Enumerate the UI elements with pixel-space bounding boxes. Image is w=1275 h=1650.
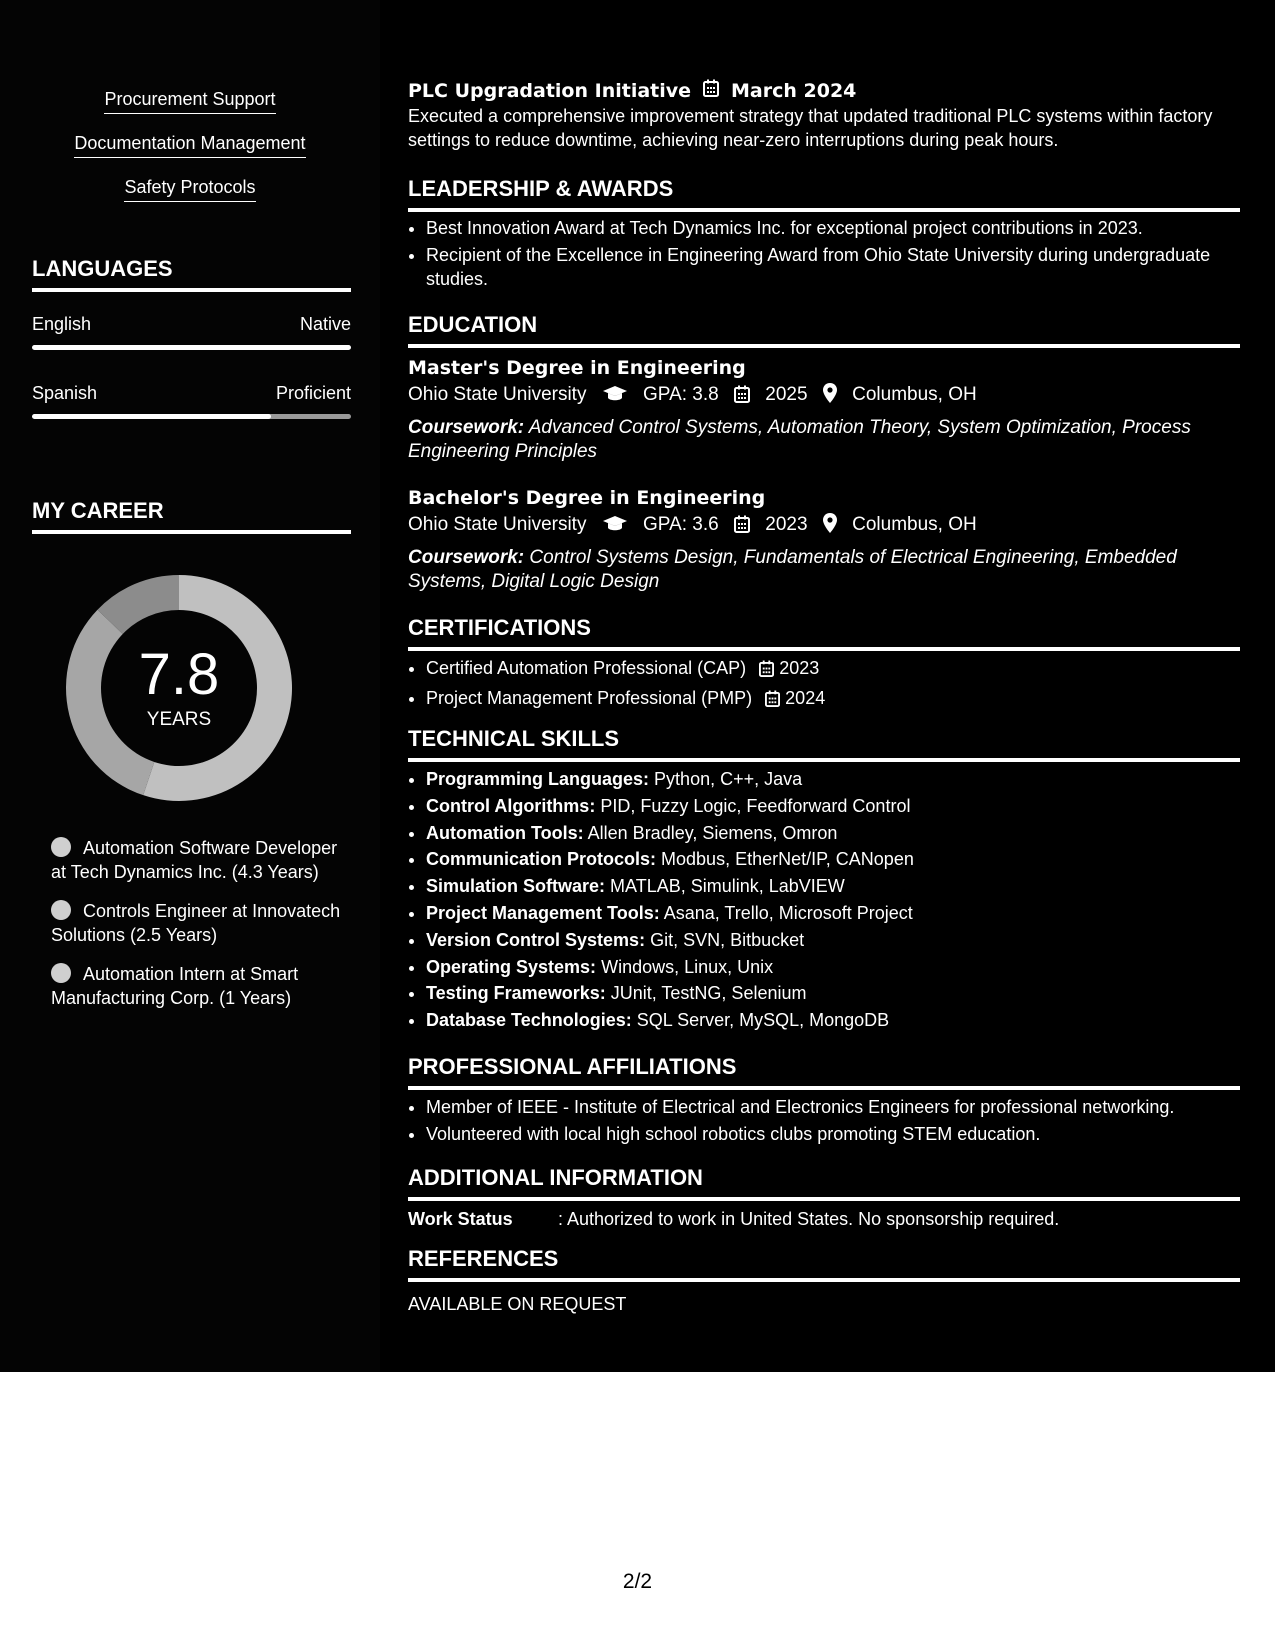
section-heading: CERTIFICATIONS [408,615,1240,651]
career-item-text: Automation Intern at Smart Manufacturing Corp. (1 Years) [51,964,299,1008]
education-entry [408,354,1240,464]
skill-item [426,846,1240,873]
school-name: Ohio State University [408,514,587,535]
skill-label: Simulation Software: [426,876,606,897]
skill-item [426,927,1240,954]
bullet-dot-icon [51,900,71,920]
certification-item [426,685,1240,715]
language-bar-fill [32,414,271,419]
location: Columbus, OH [852,514,977,535]
skill-links [0,88,380,220]
skill-label: Control Algorithms: [426,795,596,816]
skills-section [408,726,1240,1034]
calendar-icon [734,515,750,541]
calendar-icon [734,385,750,411]
skill-label: Database Technologies: [426,1010,632,1031]
career-item-text: Automation Software Developer at Tech Dynamics Inc. (4.3 Years) [51,838,338,882]
skill-value: Git, SVN, Bitbucket [650,929,805,950]
language-level: Native [299,314,351,334]
skill-link[interactable]: Documentation Management [74,132,305,158]
language-row [32,314,351,350]
skill-label: Version Control Systems: [426,929,646,950]
location-pin-icon [823,513,837,541]
skill-value: MATLAB, Simulink, LabVIEW [610,876,845,897]
language-bar-fill [32,345,351,350]
bullet-dot-icon [51,963,71,983]
location-pin-icon [823,383,837,411]
certification-name: Project Management Professional (PMP) [426,688,753,708]
graduation-year: 2025 [765,384,808,405]
coursework-text: Advanced Control Systems, Automation Theory, System Optimization, Process Engineering Principles [408,417,1191,462]
coursework-text: Control Systems Design, Fundamentals of Electrical Engineering, Embedded Systems, Digital Logic Design [408,547,1177,592]
additional-section [408,1165,1240,1230]
skill-value: PID, Fuzzy Logic, Feedforward Control [600,795,911,816]
gpa: GPA: 3.6 [643,514,719,535]
skill-item [426,900,1240,927]
career-donut [66,575,292,801]
calendar-icon [703,79,719,102]
languages-heading: LANGUAGES [32,256,351,292]
career-item [51,899,341,947]
project-title: PLC Upgradation Initiative [408,79,692,102]
skill-value: Modbus, EtherNet/IP, CANopen [661,849,914,870]
career-total-unit: YEARS [146,709,212,730]
section-heading: PROFESSIONAL AFFILIATIONS [408,1054,1240,1090]
certification-year: 2024 [785,688,826,708]
skills-list [408,766,1240,1034]
list-item: • Member of IEEE - Institute of Electrical and Electronics Engineers for professional networking. [426,1094,1240,1121]
list-item: • Recipient of the Excellence in Engineering Award from Ohio State University during undergraduate studies. [426,243,1240,291]
coursework [408,416,1240,464]
leadership-section [408,176,1240,291]
skill-item [426,980,1240,1007]
skill-item [426,766,1240,793]
work-status-label: Work Status [408,1209,513,1229]
work-status-value: : Authorized to work in United States. No sponsorship required. [558,1209,1060,1229]
education-meta [408,382,1240,411]
calendar-icon [765,688,780,715]
project-description: Executed a comprehensive improvement strategy that updated traditional PLC systems within factory settings to reduce downtime, achieving near-zero interruptions during peak hours. [408,106,1213,150]
list-item: • Volunteered with local high school robotics clubs promoting STEM education. [426,1121,1240,1148]
location: Columbus, OH [852,384,977,405]
skill-value: Windows, Linux, Unix [601,956,774,977]
certifications-section [408,615,1240,715]
skill-link[interactable]: Safety Protocols [124,176,255,202]
coursework-label: Coursework: [408,417,525,438]
work-status-row [408,1209,1240,1230]
language-name: English [32,314,92,334]
career-item [51,836,341,884]
bullet-dot-icon [51,837,71,857]
graduation-cap-icon [602,385,628,411]
coursework-label: Coursework: [408,547,525,568]
education-entry [408,484,1240,594]
skill-label: Testing Frameworks: [426,983,606,1004]
career-item-text: Controls Engineer at Innovatech Solutions (2.5 Years) [51,901,341,945]
skill-value: JUnit, TestNG, Selenium [610,983,807,1004]
list-item: • Best Innovation Award at Tech Dynamics Inc. for exceptional project contributions in 2023. [426,216,1240,240]
skill-item [426,1007,1240,1034]
skill-item [426,873,1240,900]
skill-value: Python, C++, Java [654,769,803,789]
skill-item [426,820,1240,847]
skill-label: Project Management Tools: [426,902,660,923]
project-entry [408,79,1240,152]
language-level: Proficient [275,383,351,403]
skill-label: Automation Tools: [426,822,584,843]
degree-title: Master's Degree in Engineering [408,357,746,379]
references-section [408,1246,1240,1316]
section-heading: REFERENCES [408,1246,1240,1282]
sidebar [0,0,380,1372]
coursework [408,546,1240,594]
language-row [32,383,351,419]
gpa: GPA: 3.8 [643,384,719,405]
skill-value: Allen Bradley, Siemens, Omron [587,822,838,843]
certification-name: Certified Automation Professional (CAP) [426,658,747,678]
language-name: Spanish [32,383,98,403]
education-meta [408,512,1240,541]
school-name: Ohio State University [408,384,587,405]
skill-label: Communication Protocols: [426,849,657,870]
section-heading: ADDITIONAL INFORMATION [408,1165,1240,1201]
language-bar [32,345,351,350]
section-heading: TECHNICAL SKILLS [408,726,1240,762]
education-section [408,312,1240,594]
career-heading: MY CAREER [32,498,351,534]
career-total-years: 7.8 [138,642,220,707]
page-number: 2/2 [622,1570,653,1593]
section-heading: EDUCATION [408,312,1240,348]
affiliations-section [408,1054,1240,1148]
certification-year: 2023 [779,658,820,678]
skill-value: SQL Server, MySQL, MongoDB [636,1010,890,1031]
graduation-year: 2023 [765,514,808,535]
degree-title: Bachelor's Degree in Engineering [408,487,766,509]
project-date: March 2024 [731,79,857,102]
language-bar [32,414,351,419]
section-heading: LEADERSHIP & AWARDS [408,176,1240,212]
career-item [51,962,341,1010]
graduation-cap-icon [602,515,628,541]
skill-item [426,954,1240,981]
references-text: AVAILABLE ON REQUEST [408,1294,627,1314]
calendar-icon [759,658,774,685]
skill-label: Operating Systems: [426,956,597,977]
certification-item [426,655,1240,685]
skill-value: Asana, Trello, Microsoft Project [663,902,913,923]
skill-link[interactable]: Procurement Support [104,88,275,114]
skill-label: Programming Languages: [426,769,650,789]
career-list [51,836,341,1025]
skill-item [426,793,1240,820]
